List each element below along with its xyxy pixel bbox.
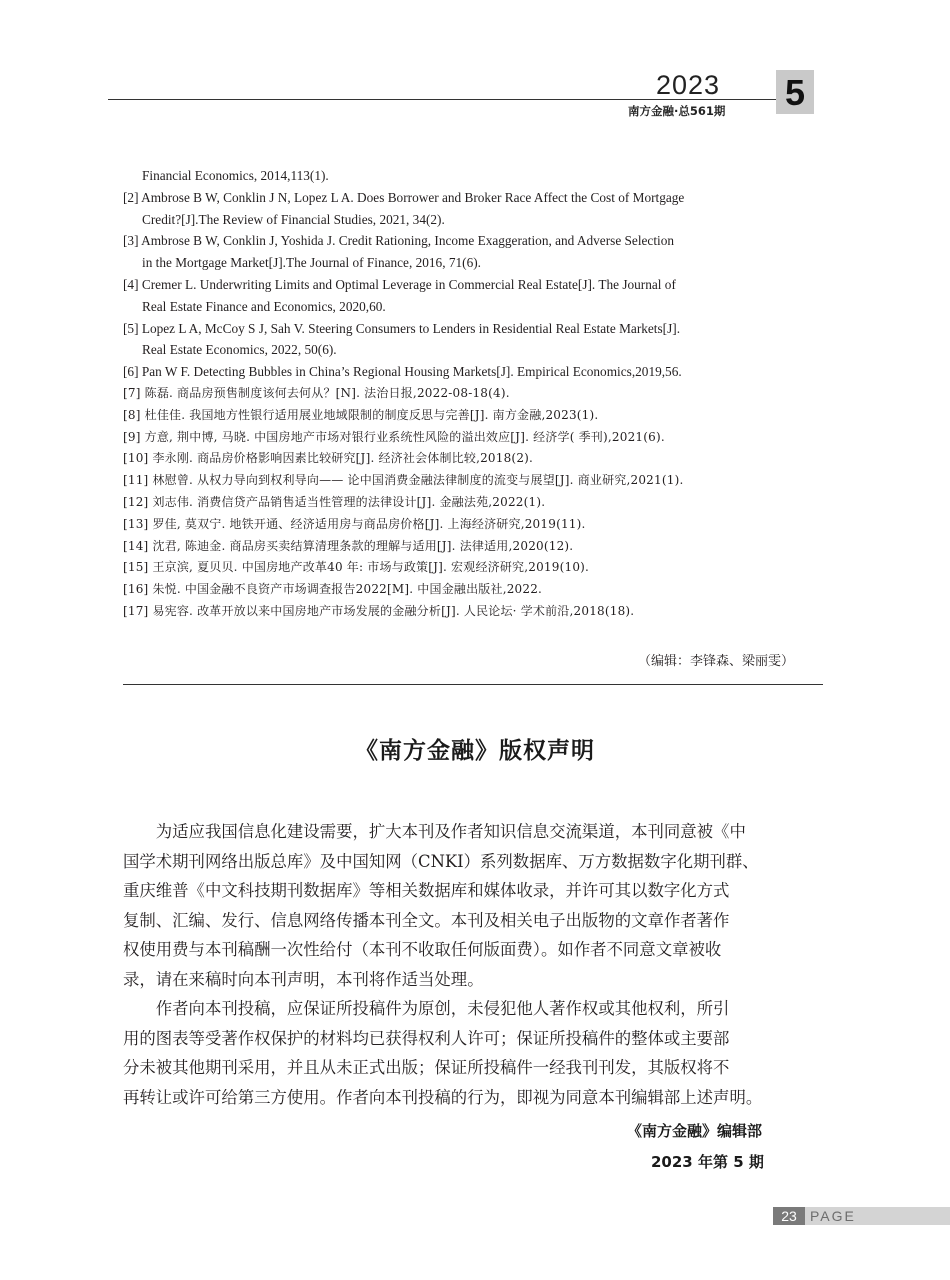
header-rule — [108, 99, 776, 100]
reference-line: [15] 王京滨, 夏贝贝. 中国房地产改革40 年: 市场与政策[J]. 宏观经济研究,2019(10). — [123, 560, 590, 575]
reference-line: Real Estate Finance and Economics, 2020,60. — [142, 298, 386, 314]
reference-line: [10] 李永刚. 商品房价格影响因素比较研究[J]. 经济社会体制比较,2018(2). — [123, 451, 534, 466]
reference-line: [2] Ambrose B W, Conklin J N, Lopez L A. Does Borrower and Broker Race Affect the Cost of Mortgage — [123, 189, 685, 205]
notice-line: 复制、汇编、发行、信息网络传播本刊全文。本刊及相关电子出版物的文章作者著作 — [123, 910, 730, 930]
notice-line: 分未被其他期刊采用，并且从未正式出版；保证所投稿件一经我刊刊发，其版权将不 — [123, 1058, 730, 1077]
editors-note: （编辑：李锋森、梁丽雯） — [637, 654, 794, 669]
notice-line: 作者向本刊投稿，应保证所投稿件为原创，未侵犯他人著作权或其他权利，所引 — [123, 999, 730, 1018]
notice-date: 2023 年第 5 期 — [651, 1153, 764, 1171]
reference-line: [7] 陈磊. 商品房预售制度该何去何从？[N]. 法治日报,2022-08-18(4). — [123, 385, 510, 400]
notice-line: 用的图表等受著作权保护的材料均已获得权利人许可；保证所投稿件的整体或主要部 — [123, 1028, 730, 1048]
reference-line: [17] 易宪容. 改革开放以来中国房地产市场发展的金融分析[J]. 人民论坛· 学术前沿,2018(18). — [123, 603, 635, 618]
journal-issue-line: 南方金融·总561期 — [628, 104, 726, 118]
reference-line: [11] 林慰曾. 从权力导向到权利导向—— 论中国消费金融法律制度的流变与展望[J]. 商业研究,2021(1). — [123, 473, 684, 488]
reference-line: Financial Economics, 2014,113(1). — [142, 168, 329, 183]
copyright-notice-body — [123, 817, 825, 1112]
reference-line: in the Mortgage Market[J].The Journal of Finance, 2016, 71(6). — [142, 255, 481, 271]
notice-signature: 《南方金融》编辑部 — [627, 1122, 763, 1140]
reference-list — [123, 165, 823, 623]
page-footer — [773, 1207, 950, 1225]
page-label: PAGE — [810, 1208, 856, 1224]
notice-line: 重庆维普《中文科技期刊数据库》等相关数据库和媒体收录，并许可其以数字化方式 — [123, 881, 730, 900]
issue-number: 5 — [784, 72, 806, 113]
reference-line: [16] 朱悦. 中国金融不良资产市场调查报告2022[M]. 中国金融出版社,2022. — [123, 582, 543, 597]
reference-line: [5] Lopez L A, McCoy S J, Sah V. Steering Consumers to Lenders in Residential Real Estate Markets[J]. — [123, 320, 681, 336]
reference-line: [9] 方意, 荆中博, 马晓. 中国房地产市场对银行业系统性风险的溢出效应[J]. 经济学( 季刊),2021(6). — [123, 429, 665, 444]
reference-line: [3] Ambrose B W, Conklin J, Yoshida J. Credit Rationing, Income Exaggeration, and Adverse Selection — [123, 233, 675, 249]
page-number: 23 — [773, 1207, 805, 1225]
notice-line: 为适应我国信息化建设需要，扩大本刊及作者知识信息交流渠道，本刊同意被《中 — [123, 822, 746, 841]
header-year: 2023 — [656, 70, 721, 100]
issue-number-badge — [776, 70, 814, 114]
notice-line: 权使用费与本刊稿酬一次性给付（本刊不收取任何版面费）。如作者不同意文章被收 — [123, 940, 722, 959]
reference-line: Real Estate Economics, 2022, 50(6). — [142, 342, 337, 358]
reference-line: [4] Cremer L. Underwriting Limits and Optimal Leverage in Commercial Real Estate[J]. The Journal of — [123, 276, 676, 292]
reference-line: Credit?[J].The Review of Financial Studies, 2021, 34(2). — [142, 211, 445, 227]
reference-line: [8] 杜佳佳. 我国地方性银行适用展业地域限制的制度反思与完善[J]. 南方金融,2023(1). — [123, 407, 599, 422]
copyright-notice-title: 《南方金融》版权声明 — [355, 737, 595, 764]
reference-line: [12] 刘志伟. 消费信贷产品销售适当性管理的法律设计[J]. 金融法苑,2022(1). — [123, 494, 546, 509]
section-divider — [123, 684, 823, 685]
notice-line: 录，请在来稿时向本刊声明，本刊将作适当处理。 — [123, 969, 484, 989]
notice-line: 再转让或许可给第三方使用。作者向本刊投稿的行为，即视为同意本刊编辑部上述声明。 — [123, 1087, 763, 1107]
reference-line: [13] 罗佳, 莫双宁. 地铁开通、经济适用房与商品房价格[J]. 上海经济研究,2019(11). — [123, 516, 586, 531]
reference-line: [14] 沈君, 陈迪金. 商品房买卖结算清理条款的理解与适用[J]. 法律适用,2020(12). — [123, 538, 574, 553]
reference-line: [6] Pan W F. Detecting Bubbles in China’s Regional Housing Markets[J]. Empirical Economics,2019,56. — [123, 364, 682, 380]
notice-line: 国学术期刊网络出版总库》及中国知网（CNKI）系列数据库、万方数据数字化期刊群、 — [123, 851, 759, 871]
